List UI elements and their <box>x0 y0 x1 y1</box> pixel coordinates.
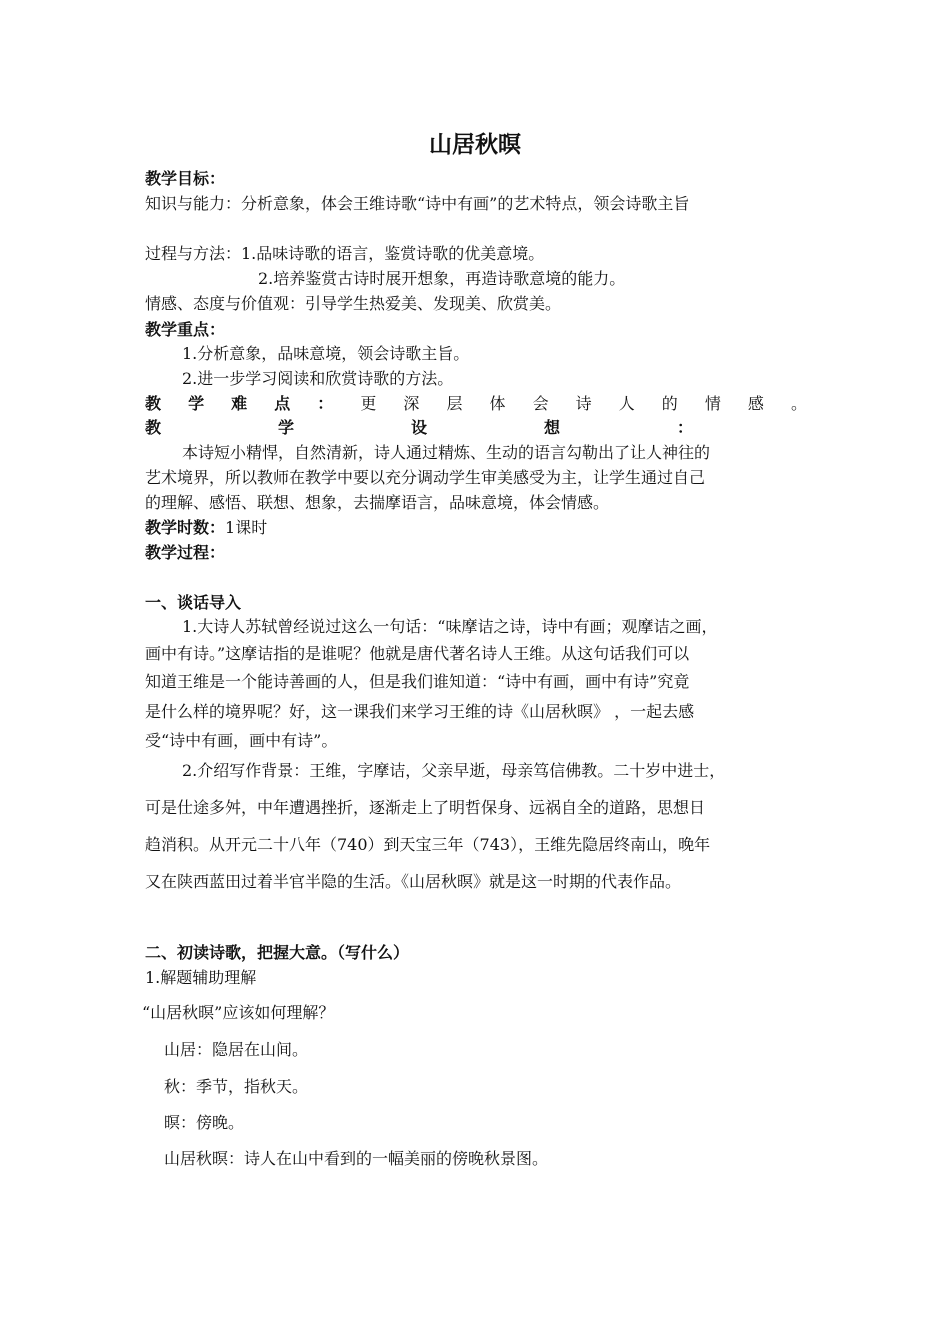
difficulty-char: 教 <box>145 394 162 413</box>
section-1-text: 又在陕西蓝田过着半官半隐的生活。《山居秋暝》就是这一时期的代表作品。 <box>145 872 682 891</box>
design-char: 想 <box>543 418 560 437</box>
section-1-text: 知道王维是一个能诗善画的人，但是我们谁知道：“诗中有画，画中有诗”究竟 <box>145 672 690 691</box>
key-points-heading: 教学重点： <box>145 320 226 339</box>
objective-knowledge: 知识与能力：分析意象，体会王维诗歌“诗中有画”的艺术特点，领会诗歌主旨 <box>145 194 690 213</box>
design-char: 设 <box>410 418 427 437</box>
section-2-question: “山居秋暝”应该如何理解？ <box>142 1003 335 1022</box>
difficulty-char: 点 <box>274 394 291 413</box>
section-1-text: 受“诗中有画，画中有诗”。 <box>145 731 338 750</box>
design-text-1: 本诗短小精悍，自然清新，诗人通过精炼、生动的语言勾勒出了让人神往的 <box>182 443 711 462</box>
difficulty-char: 情 <box>704 394 721 413</box>
objective-process-2: 2.培养鉴赏古诗时展开想象，再造诗歌意境的能力。 <box>258 269 626 288</box>
section-1-text: 画中有诗。”这摩诘指的是谁呢？他就是唐代著名诗人王维。从这句话我们可以 <box>145 644 690 663</box>
objective-emotion: 情感、态度与价值观：引导学生热爱美、发现美、欣赏美。 <box>145 294 562 313</box>
hours-label: 教学时数： <box>145 518 226 537</box>
design-char: ： <box>676 418 693 437</box>
key-point-2: 2.进一步学习阅读和欣赏诗歌的方法。 <box>182 369 454 388</box>
design-heading <box>145 418 693 438</box>
difficulty-char: 的 <box>661 394 678 413</box>
difficulty-char: 体 <box>489 394 506 413</box>
design-text-3: 的理解、感悟、联想、想象，去揣摩语言，品味意境，体会情感。 <box>145 493 610 512</box>
section-2-subheading: 1.解题辅助理解 <box>145 968 257 987</box>
section-2-answer: 山居：隐居在山间。 <box>164 1040 309 1059</box>
hours-value: 1课时 <box>225 518 268 537</box>
difficulty-char: 。 <box>790 394 807 413</box>
key-point-1: 1.分析意象，品味意境，领会诗歌主旨。 <box>182 344 470 363</box>
difficulty-char: 感 <box>747 394 764 413</box>
objectives-heading: 教学目标： <box>145 169 226 188</box>
process-heading: 教学过程： <box>145 543 226 562</box>
section-1-heading: 一、谈话导入 <box>145 593 242 612</box>
page-title: 山居秋暝 <box>429 132 521 158</box>
difficulty-char: 学 <box>188 394 205 413</box>
section-2-answer: 山居秋暝：诗人在山中看到的一幅美丽的傍晚秋景图。 <box>164 1149 549 1168</box>
section-1-text: 可是仕途多舛，中年遭遇挫折，逐渐走上了明哲保身、远祸自全的道路，思想日 <box>145 798 706 817</box>
difficulty-char: 难 <box>231 394 248 413</box>
difficulty-char: 深 <box>403 394 420 413</box>
section-2-answer: 秋：季节，指秋天。 <box>164 1077 309 1096</box>
teaching-hours <box>145 518 267 538</box>
design-text-2: 艺术境界，所以教师在教学中要以充分调动学生审美感受为主，让学生通过自己 <box>145 468 706 487</box>
design-char: 学 <box>277 418 294 437</box>
section-1-text: 趋消积。从开元二十八年（740）到天宝三年（743），王维先隐居终南山，晚年 <box>145 835 711 854</box>
section-2-heading: 二、初读诗歌，把握大意。（写什么） <box>145 943 410 962</box>
section-1-text: 是什么样的境界呢？好，这一课我们来学习王维的诗《山居秋暝》 ，一起去感 <box>145 702 695 721</box>
section-1-text: 2.介绍写作背景：王维，字摩诘，父亲早逝，母亲笃信佛教。二十岁中进士， <box>182 761 726 780</box>
difficulty-char: 会 <box>532 394 549 413</box>
difficulty-line <box>145 394 807 414</box>
design-char: 教 <box>145 418 162 437</box>
difficulty-char: ： <box>317 394 334 413</box>
section-1-text: 1.大诗人苏轼曾经说过这么一句话：“味摩诘之诗，诗中有画；观摩诘之画， <box>182 617 718 636</box>
difficulty-char: 更 <box>360 394 377 413</box>
difficulty-char: 层 <box>446 394 463 413</box>
objective-process-1: 过程与方法：1.品味诗歌的语言，鉴赏诗歌的优美意境。 <box>145 244 545 263</box>
difficulty-char: 诗 <box>575 394 592 413</box>
section-2-answer: 暝：傍晚。 <box>164 1113 245 1132</box>
difficulty-char: 人 <box>618 394 635 413</box>
